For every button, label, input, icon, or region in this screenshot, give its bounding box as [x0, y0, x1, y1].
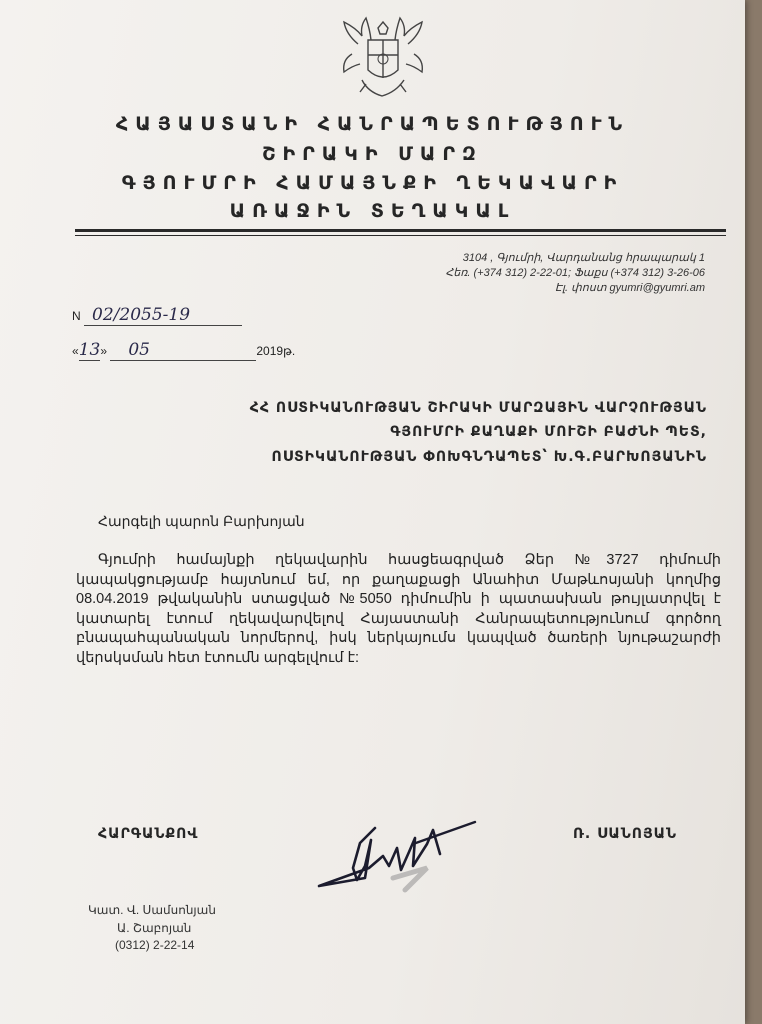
letter-body: Գյումրի համայնքի ղեկավարին հասցեագրված Ձեր №3727 դիմումի կապակցությամբ հայտնում եմ, որ քաղաքացի Անահիտ Մաթևոսյանի կողմից 08.04.2019 թվականին ստացված №5050 դիմումին ի պատասխան թույլատրվել է կատարել էտում ղեկավարվելով Հայաստանի Հանրապետությունում գործող բնապահպանական նորմերով, իսկ ներկայումս կապված ծառերի նյութաշարժի վերսկսման հետ էտումն արգելվում է:	[76, 552, 721, 666]
reference-number	[72, 305, 242, 326]
letterhead-line-1: ՀԱՅԱՍՏԱՆԻ ՀԱՆՐԱՊԵՏՈՒԹՅՈՒՆ	[115, 113, 630, 135]
date-month: 05	[128, 340, 150, 360]
address-phone: Հեռ. (+374 312) 2-22-01; Ֆաքս (+374 312) 3-26-06	[445, 267, 705, 279]
greeting: Հարգելի պարոն Բարխոյան	[98, 513, 305, 529]
addressee-line-3: ՈՍՏԻԿԱՆՈՒԹՅԱՆ ՓՈԽԳՆԴԱՊԵՏ՝ Խ.Գ.ԲԱՐԽՈՅԱՆԻՆ	[271, 449, 707, 465]
letter-date	[72, 340, 295, 361]
reference-prefix: N	[72, 309, 81, 323]
closing-phrase: ՀԱՐԳԱՆՔՈՎ	[98, 826, 199, 842]
letterhead-rule-thin	[75, 235, 726, 236]
letterhead-line-2: ՇԻՐԱԿԻ ՄԱՐԶ	[262, 143, 483, 165]
date-close-quote: »	[100, 344, 108, 358]
signer-name: Ռ. ՍԱՆՈՅԱՆ	[573, 826, 678, 842]
executor-line-2: Ա. Շաբոյան	[117, 921, 192, 935]
date-year: 2019թ.	[256, 344, 296, 358]
letterhead-line-3: ԳՅՈՒՄՐԻ ՀԱՄԱՅՆՔԻ ՂԵԿԱՎԱՐԻ	[121, 172, 624, 194]
letterhead-line-4: ԱՌԱՋԻՆ ՏԵՂԱԿԱԼ	[229, 200, 516, 222]
addressee-line-2: ԳՅՈՒՄՐԻ ՔԱՂԱՔԻ ՄՈՒՇԻ ԲԱԺՆԻ ՊԵՏ,	[390, 424, 707, 440]
date-open-quote: «	[72, 344, 79, 358]
address-street: 3104 , Գյումրի, Վարդանանց հրապարակ 1	[462, 252, 705, 264]
addressee-line-1: ՀՀ ՈՍՏԻԿԱՆՈՒԹՅԱՆ ՇԻՐԱԿԻ ՄԱՐԶԱՅԻՆ ՎԱՐՉՈՒԹՅԱՆ	[249, 400, 707, 416]
letterhead-rule-thick	[75, 229, 726, 232]
date-day: 13	[78, 340, 101, 360]
executor-phone: (0312) 2-22-14	[115, 938, 195, 952]
address-email: Էլ. փոստ gyumri@gyumri.am	[554, 282, 705, 294]
handwritten-signature	[305, 808, 490, 903]
executor-line-1: Կատ. Վ. Սամսոնյան	[88, 903, 216, 917]
coat-of-arms-icon	[338, 14, 428, 104]
reference-handwritten: 02/2055-19	[84, 305, 242, 326]
